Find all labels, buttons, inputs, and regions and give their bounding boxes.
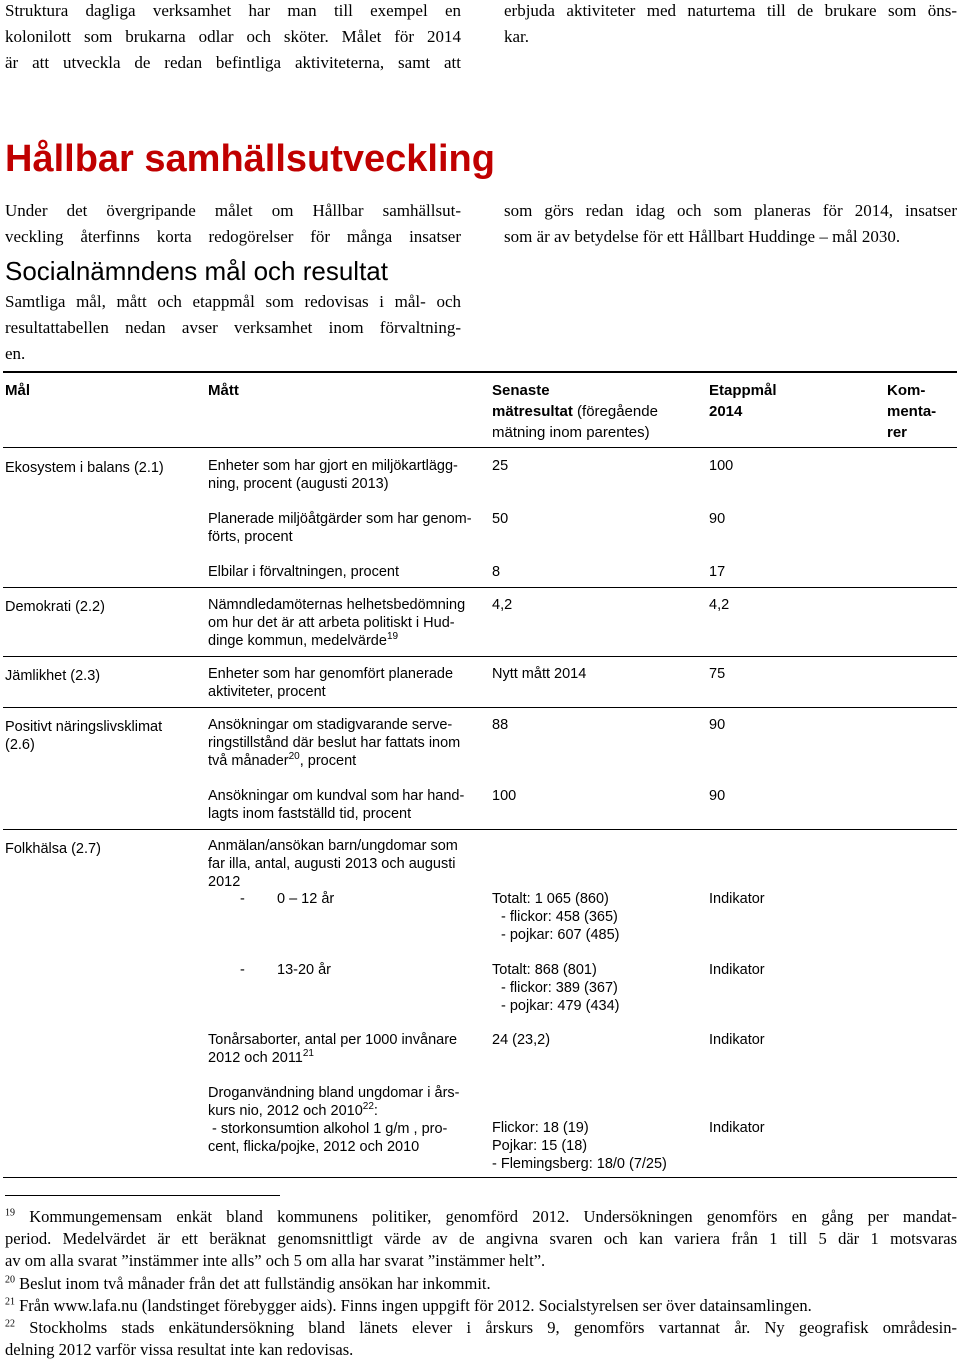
row5-senaste: Nytt mått 2014 [492,666,587,682]
row1-etapp: 100 [709,458,734,474]
row-divider [3,587,957,588]
subsection-line-1: Samtliga mål, mått och etappmål som redovisas i mål- och [5,292,461,311]
row11-matt: Tonårsaborter, antal per 1000 invånare 2012 och 2011$^{21}$ [208,1032,458,1066]
row10-age: 13-20 år [277,962,332,978]
header-mal: Mål [5,382,31,399]
header-matt: Mått [208,382,239,399]
row1-matt: Enheter som har gjort en miljökartlägg- ning, procent (augusti 2013) [208,458,458,492]
row12-etapp: Indikator [709,1120,765,1136]
intro-right-line-1: erbjuda aktiviteter med naturtema till de brukare som öns- [504,1,957,20]
row9-senaste: Totalt: 1 065 (860) - flickor: 458 (365) - pojkar: 607 (485) [492,891,620,943]
intro-left-line-2: kolonilott som brukarna odlar och sköter. Målet för 2014 [5,27,461,46]
row2-etapp: 90 [709,511,726,527]
row1-mal: Ekosystem i balans (2.1) [5,460,164,476]
subsection-heading: Socialnämndens mål och resultat [5,256,388,286]
intro-left-line-1: Struktura dagliga verksamhet har man till exempel en [5,1,461,20]
table-bottom-rule [3,1177,957,1178]
table-top-rule [3,371,957,373]
footnote-22: $^{22}$ Stockholms stads enkätundersökning bland länets elever i årskurs 9, genomförs vartannat år. Ny geografisk områdesin- delning 2012 varför vissa resultat inte kan redovisas. [5,1318,957,1359]
row3-matt: Elbilar i förvaltningen, procent [208,564,400,580]
row9-age: 0 – 12 år [277,891,335,907]
intro-right-line-2: kar. [504,27,530,46]
row3-senaste: 8 [492,564,501,580]
row7-matt: Ansökningar om kundval som har hand- lagts inom fastställd tid, procent [208,788,465,822]
row2-matt: Planerade miljöåtgärder som har genom- förts, procent [208,511,472,545]
header-senaste: Senaste mätresultat (föregående mätning inom parentes) [492,382,658,441]
row4-etapp: 4,2 [709,597,730,613]
row9-etapp: Indikator [709,891,765,907]
row9-dash: - [240,891,245,907]
section-heading: Hållbar samhällsutveckling [5,138,495,180]
row5-mal: Jämlikhet (2.3) [5,668,101,684]
footnote-ref-21: 21 [302,1048,314,1060]
row6-mal: Positivt näringslivsklimat (2.6) [5,719,163,753]
row4-matt: Nämndledamöternas helhetsbedömning om hur det är att arbeta politiskt i Hud- dinge kommun, medelvärde$^{19}$ [208,597,466,649]
row8-matt: Anmälan/ansökan barn/ungdomar som far illa, antal, augusti 2013 och augusti 2012 [208,838,458,890]
row11-senaste: 24 (23,2) [492,1032,551,1048]
section-right-line-2: som är av betydelse för ett Hållbart Huddinge – mål 2030. [504,227,901,246]
section-left-line-2: veckling återfinns korta redogörelser för många insatser [5,227,461,246]
header-bottom-rule [3,447,957,448]
row5-matt: Enheter som har genomfört planerade aktiviteter, procent [208,666,454,700]
footnote-ref-22: 22 [362,1101,374,1113]
row-divider [3,829,957,830]
row10-senaste: Totalt: 868 (801) - flickor: 389 (367) - pojkar: 479 (434) [492,962,620,1014]
row7-etapp: 90 [709,788,726,804]
row10-dash: - [240,962,245,978]
row6-matt: Ansökningar om stadigvarande serve- ringstillstånd där beslut har fattats inom två månader$^{20}$, procent [208,717,461,769]
footnote-ref-20: 20 [288,751,300,763]
footnote-19: $^{19}$ Kommungemensam enkät bland kommunens politiker, genomförd 2012. Undersökningen genomförs en gång per mandat- period. Medelvärdet är ett beräknat genomsnittligt värde av de angivna svaren och kan variera från 1 till 5 där 1 motsvaras av om alla svarat ”instämmer inte alls” och 5 om alla har svarat ”instämmer helt”. [5,1207,957,1270]
header-etappmal: Etappmål 2014 [709,382,777,420]
subsection-line-3: en. [5,344,26,363]
row1-senaste: 25 [492,458,509,474]
row-divider [3,656,957,657]
row4-senaste: 4,2 [492,597,513,613]
header-kommentarer: Kom- menta- rer [887,382,937,441]
row7-senaste: 100 [492,788,517,804]
row3-etapp: 17 [709,564,726,580]
row2-senaste: 50 [492,511,509,527]
section-left-line-1: Under det övergripande målet om Hållbar samhällsut- [5,201,461,220]
row12-matt: Droganvändning bland ungdomar i års- kurs nio, 2012 och 2010$^{22}$: - storkonsumtion alkohol 1 g/m , pro- cent, flicka/pojke, 2012 och 2010 [208,1085,460,1155]
subsection-line-2: resultattabellen nedan avser verksamhet inom förvaltning- [5,318,461,337]
section-right-line-1: som görs redan idag och som planeras för 2014, insatser [504,201,957,220]
row8-mal: Folkhälsa (2.7) [5,841,101,857]
footnote-21: $^{21}$ Från www.lafa.nu (landstinget förebygger aids). Finns ingen uppgift för 2012. Socialstyrelsen ser över datainsamlingen. [5,1296,812,1315]
row6-etapp: 90 [709,717,726,733]
row4-mal: Demokrati (2.2) [5,599,105,615]
row5-etapp: 75 [709,666,726,682]
row12-senaste: Flickor: 18 (19) Pojkar: 15 (18) - Flemingsberg: 18/0 (7/25) [492,1120,667,1172]
row11-etapp: Indikator [709,1032,765,1048]
footnote-separator [5,1195,280,1196]
footnote-ref-19: 19 [386,631,399,643]
footnote-20: $^{20}$ Beslut inom två månader från det att fullständig ansökan har inkommit. [5,1274,491,1293]
row-divider [3,707,957,708]
row10-etapp: Indikator [709,962,765,978]
row6-senaste: 88 [492,717,509,733]
intro-left-line-3: är att utveckla de redan befintliga aktiviteterna, samt att [5,53,461,72]
